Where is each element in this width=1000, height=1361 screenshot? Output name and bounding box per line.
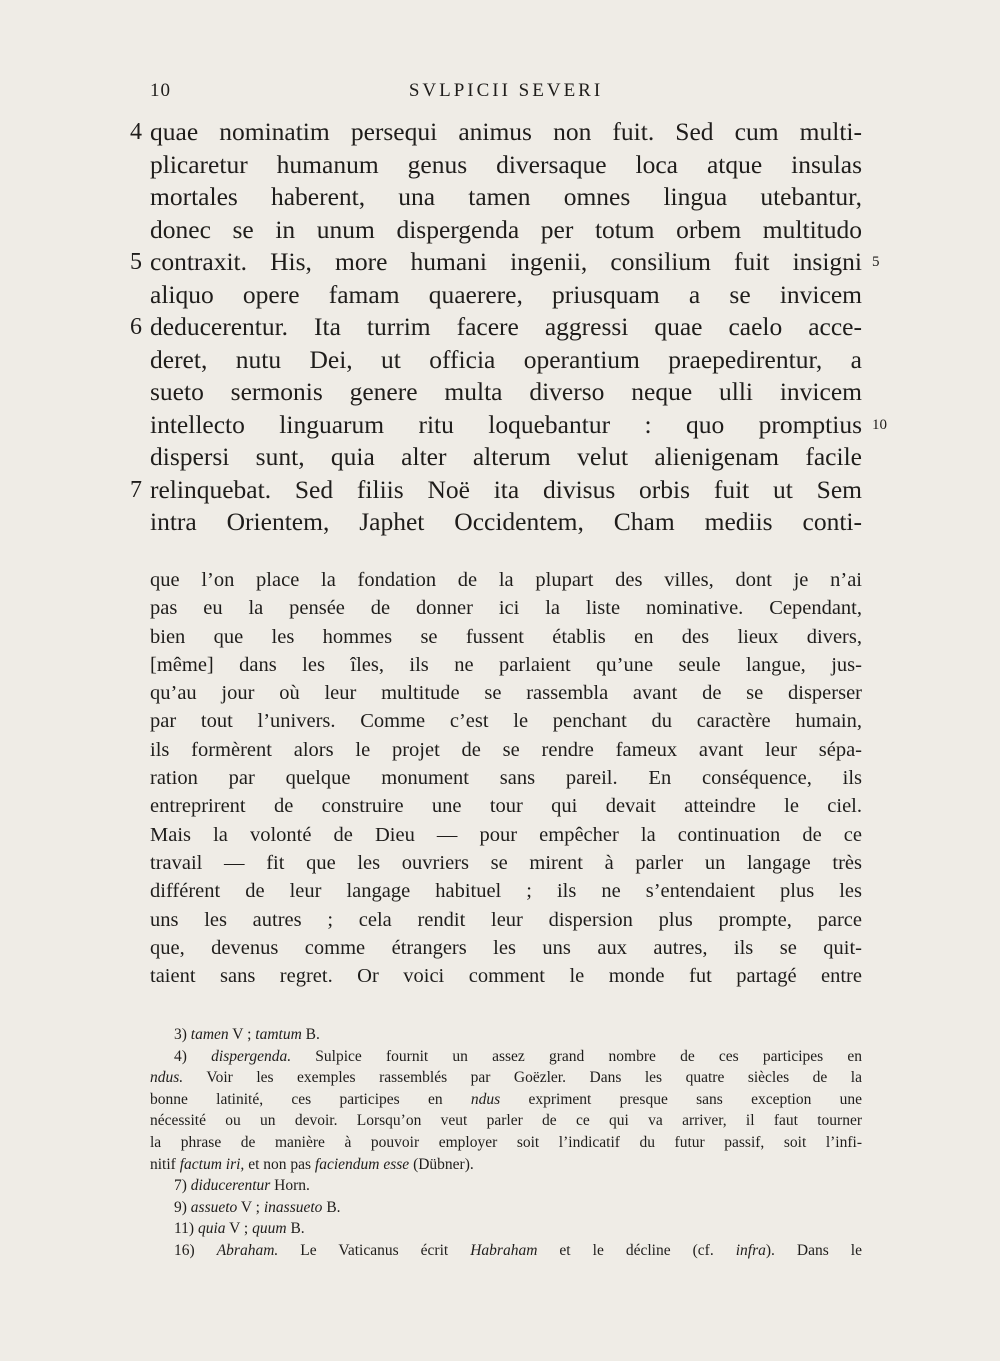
- footnote: 9) assueto V ; inassueto B.: [174, 1198, 341, 1216]
- french-line: travail — fit que les ouvriers se mirent à parler un langage très: [150, 851, 862, 874]
- page-header: [150, 80, 862, 104]
- latin-line: intra Orientem, Japhet Occidentem, Cham mediis conti-: [150, 507, 862, 536]
- latin-line: dispersi sunt, quia alter alterum velut alienigenam facile: [150, 442, 862, 471]
- latin-line: intellecto linguarum ritu loquebantur : quo promptius 10: [150, 409, 862, 442]
- french-line: qu’au jour où leur multitude se rassembla avant de se disperser: [150, 682, 862, 705]
- latin-line: 6 deducerentur. Ita turrim facere aggressi quae caelo acce-: [150, 311, 862, 344]
- footnote-continuation: nécessité ou un devoir. Lorsqu’on veut parler de ce qui va arriver, il faut tourner: [150, 1112, 862, 1130]
- french-line: [même] dans les îles, ils ne parlaient qu’une seule langue, jus-: [150, 653, 862, 676]
- french-line: différent de leur langage habituel ; ils ne s’entendaient plus les: [150, 880, 862, 903]
- section-number: 6: [130, 314, 142, 340]
- latin-line: donec se in unum dispergenda per totum orbem multitudo: [150, 214, 862, 244]
- page-number: 10: [150, 80, 171, 101]
- latin-line: mortales haberent, una tamen omnes lingua utebantur,: [150, 182, 862, 211]
- latin-text: [130, 116, 887, 539]
- section-number: 7: [130, 476, 142, 503]
- running-title: SVLPICII SEVERI: [408, 80, 604, 101]
- latin-line: 7 relinquebat. Sed filiis Noë ita divisus orbis fuit ut Sem: [150, 474, 862, 507]
- french-line: entreprirent de construire une tour qui devait atteindre le ciel.: [150, 795, 862, 818]
- footnote-continuation: bonne latinité, ces participes en ndus expriment presque sans exception une: [150, 1090, 863, 1108]
- footnote: 16) Abraham. Le Vaticanus écrit Habraham et le décline (cf. infra). Dans le: [174, 1241, 862, 1259]
- line-number: 10: [872, 416, 887, 433]
- section-number: 5: [130, 249, 142, 275]
- french-line: uns les autres ; cela rendit leur dispersion plus prompte, parce: [150, 908, 862, 931]
- french-line: par tout l’univers. Comme c’est le penchant du caractère humain,: [150, 710, 862, 733]
- french-line: ils formèrent alors le projet de se rendre fameux avant leur sépa-: [150, 738, 862, 761]
- french-line: pas eu la pensée de donner ici la liste nominative. Cependant,: [150, 597, 862, 620]
- footnote: 3) tamen V ; tamtum B.: [174, 1026, 320, 1043]
- footnote: 11) quia V ; quum B.: [174, 1220, 305, 1238]
- french-translation: [150, 566, 862, 990]
- footnote-continuation: ndus. Voir les exemples rassemblés par Goëzler. Dans les quatre siècles de la: [150, 1069, 862, 1087]
- latin-line: deret, nutu Dei, ut officia operantium praepedirentur, a: [150, 344, 862, 374]
- french-line: que, devenus comme étrangers les uns aux autres, ils se quit-: [150, 936, 862, 959]
- line-number: 5: [872, 254, 880, 270]
- latin-line: 4 quae nominatim persequi animus non fuit. Sed cum multi-: [150, 116, 862, 149]
- french-line: Mais la volonté de Dieu — pour empêcher la continuation de ce: [150, 823, 862, 846]
- footnote: 7) diducerentur Horn.: [174, 1177, 310, 1195]
- french-line: ration par quelque monument sans pareil. En conséquence, ils: [150, 767, 862, 790]
- french-line: bien que les hommes se fussent établis en des lieux divers,: [150, 625, 862, 648]
- latin-line: aliquo opere famam quaerere, priusquam a se invicem: [150, 279, 862, 309]
- footnote-continuation: nitif factum iri, et non pas faciendum esse (Dübner).: [150, 1155, 474, 1173]
- latin-line: sueto sermonis genere multa diverso neque ulli invicem: [150, 377, 862, 406]
- latin-line: plicaretur humanum genus diversaque loca atque insulas: [150, 149, 862, 179]
- footnotes: [150, 1024, 862, 1262]
- footnote-continuation: la phrase de manière à pouvoir employer soit l’indicatif du futur passif, soit l’infi-: [150, 1133, 862, 1151]
- french-line: taient sans regret. Or voici comment le monde fut partagé entre: [150, 965, 862, 988]
- section-number: 4: [130, 119, 142, 145]
- footnote: 4) dispergenda. Sulpice fournit un assez grand nombre de ces participes en: [174, 1047, 863, 1065]
- french-line: que l’on place la fondation de la plupart des villes, dont je n’ai: [150, 569, 862, 591]
- latin-line: 5 contraxit. His, more humani ingenii, consilium fuit insigni 5: [150, 246, 862, 279]
